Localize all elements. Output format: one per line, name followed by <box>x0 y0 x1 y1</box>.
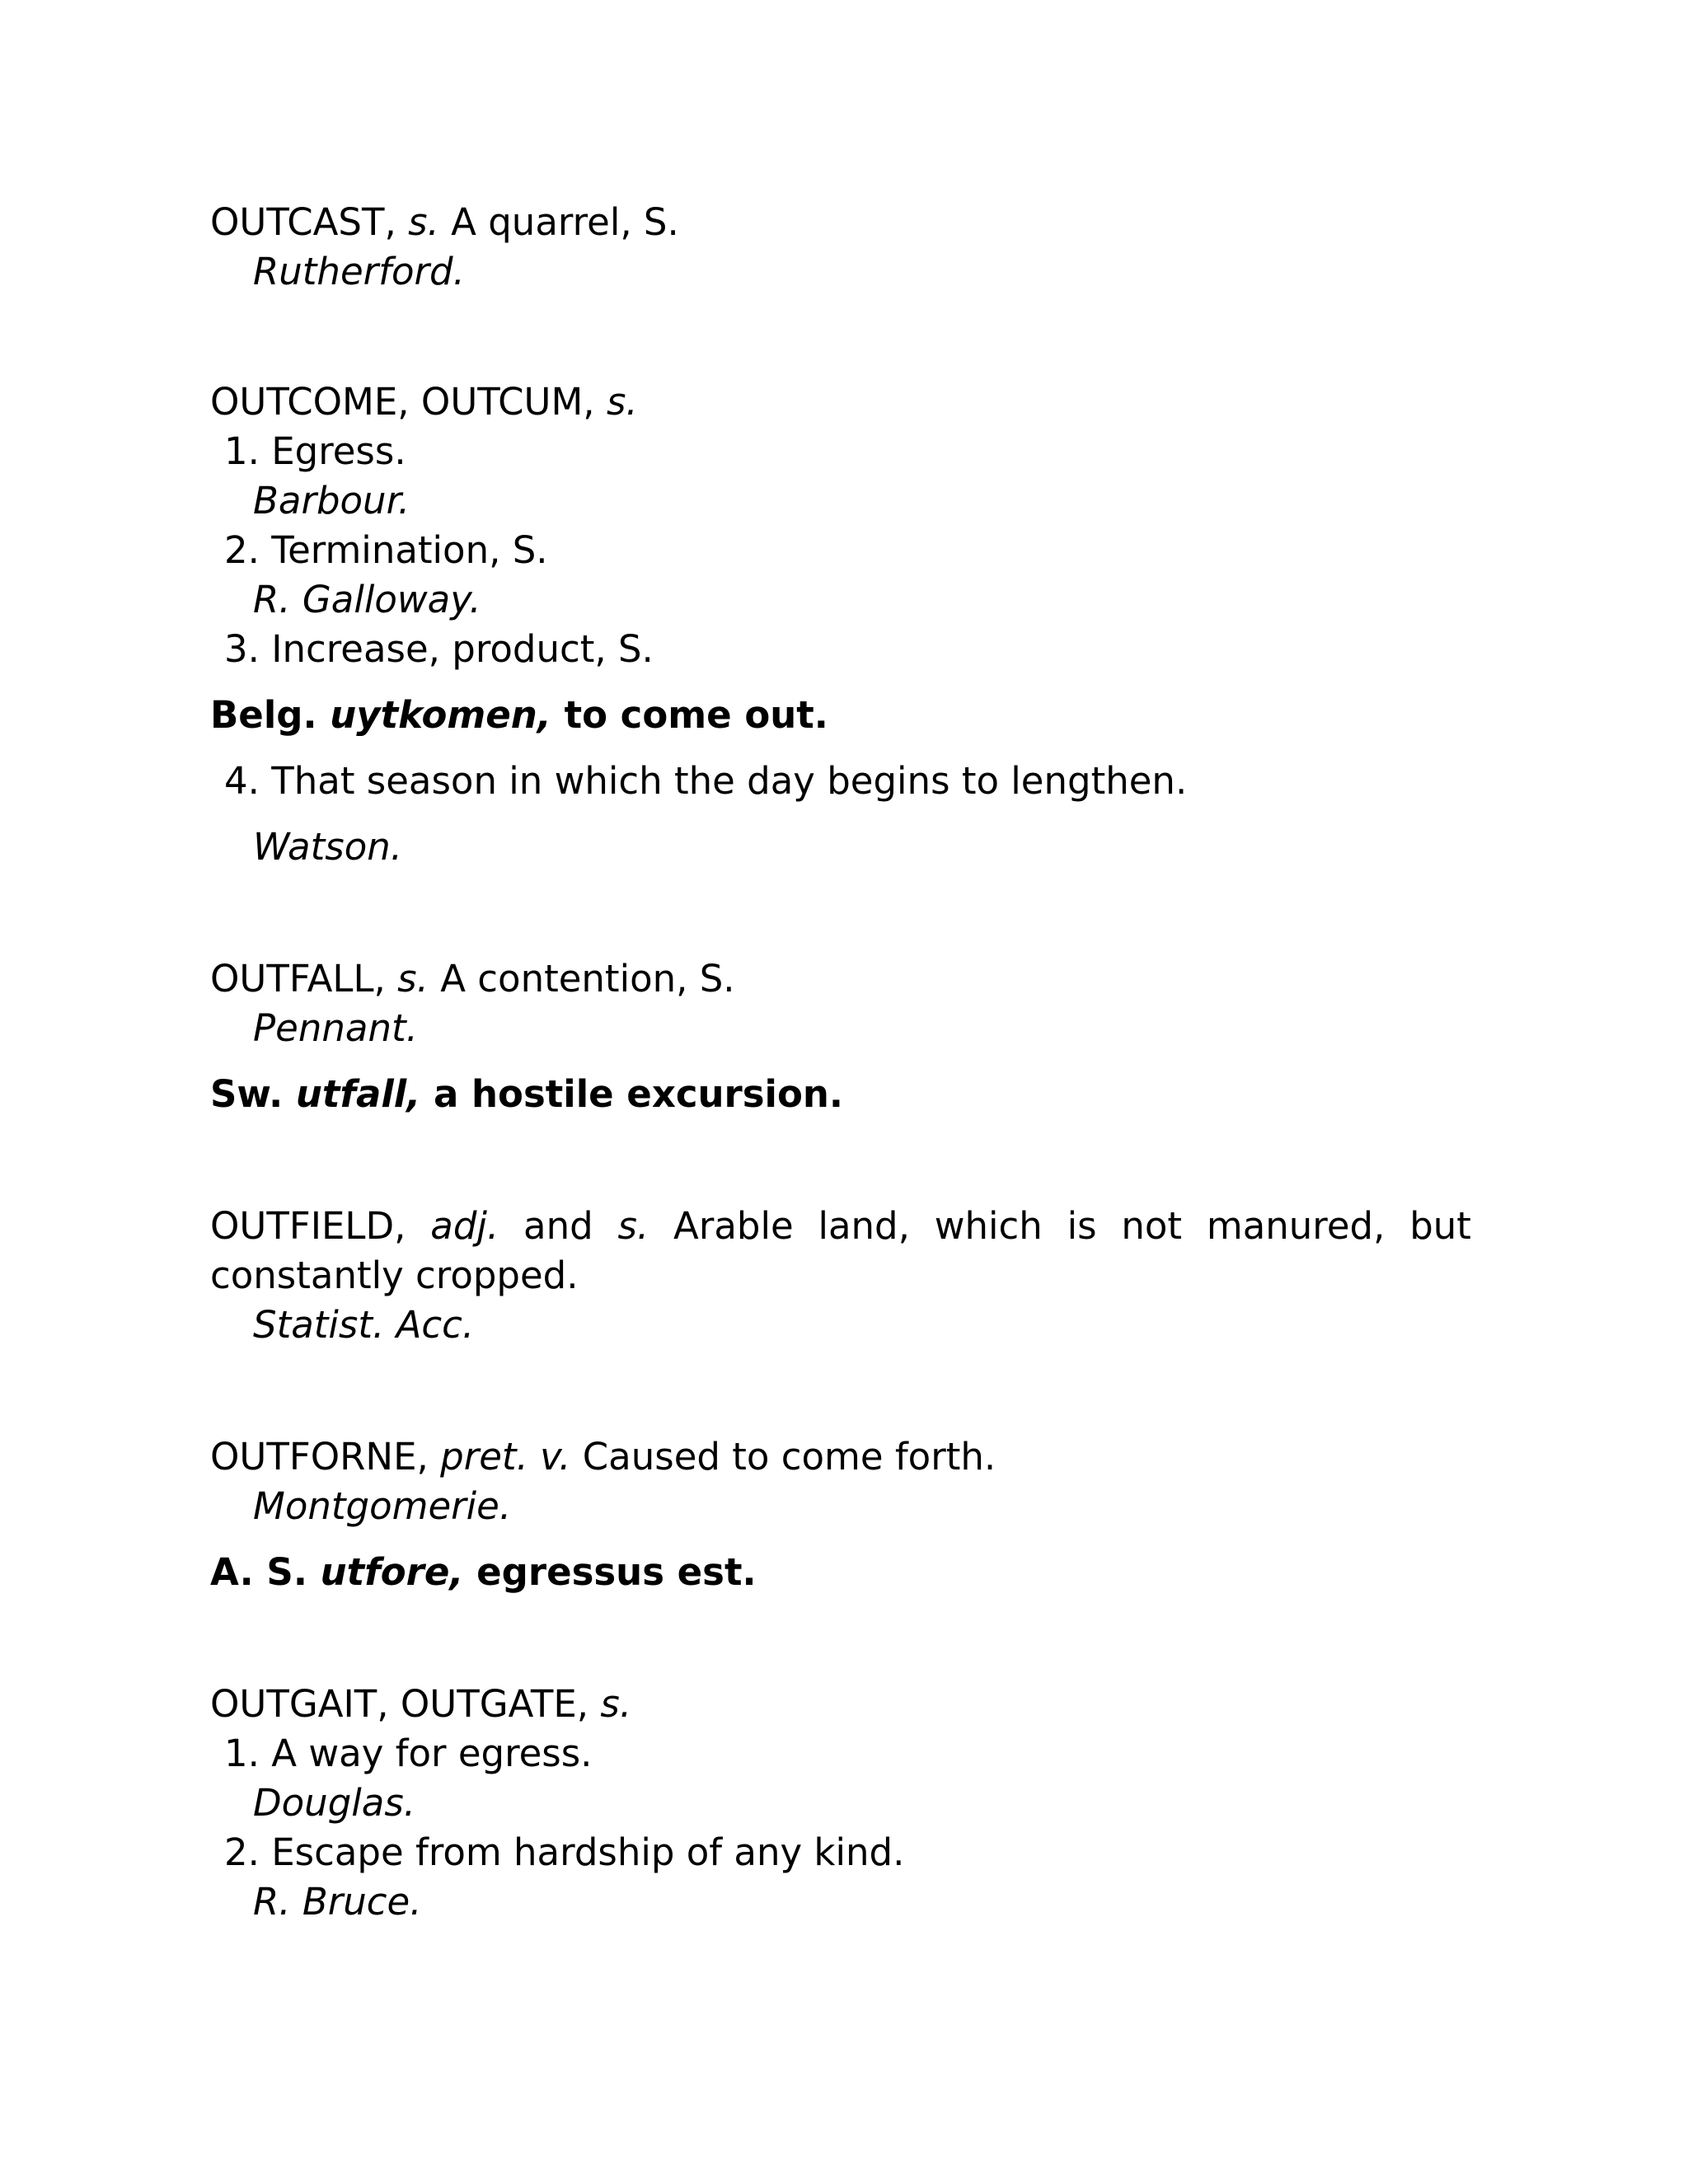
definition-word: not <box>1121 1204 1183 1248</box>
part-of-speech: pret. v. <box>440 1435 571 1479</box>
etymology <box>210 1548 757 1597</box>
sense-1: 1. Egress. <box>224 429 406 473</box>
definition-word: land, <box>818 1204 910 1248</box>
headword: OUTFALL, <box>210 957 386 1001</box>
entry-outgait-line <box>210 1680 631 1729</box>
etymology <box>210 691 828 740</box>
etymology-word: utfall, <box>295 1072 421 1116</box>
etymology-language: A. S. <box>210 1550 307 1594</box>
headword: OUTFORNE, <box>210 1435 429 1479</box>
definition-word: manured, <box>1206 1204 1386 1248</box>
headword: OUTFIELD, <box>210 1204 406 1248</box>
citation: R. Galloway. <box>253 578 481 621</box>
definition-word: but <box>1409 1204 1471 1248</box>
etymology-meaning: a hostile excursion. <box>433 1072 844 1116</box>
definition: Caused to come forth. <box>582 1435 996 1479</box>
headword: OUTGAIT, OUTGATE, <box>210 1682 589 1726</box>
etymology-meaning: egressus est. <box>476 1550 757 1594</box>
definition-continuation: constantly cropped. <box>210 1254 579 1297</box>
citation: Watson. <box>253 825 403 869</box>
citation: Rutherford. <box>253 250 465 293</box>
entry-outfield-line <box>210 1202 1471 1251</box>
etymology-meaning: to come out. <box>564 693 828 737</box>
citation: Pennant. <box>253 1006 418 1050</box>
etymology-language: Sw. <box>210 1072 284 1116</box>
part-of-speech: s. <box>600 1682 632 1726</box>
citation: Barbour. <box>253 479 410 523</box>
part-of-speech: adj. <box>430 1204 499 1248</box>
sense-1: 1. A way for egress. <box>224 1732 593 1775</box>
conjunction: and <box>523 1204 593 1248</box>
citation: Montgomerie. <box>253 1484 512 1528</box>
citation: Douglas. <box>253 1781 416 1825</box>
etymology-word: utfore, <box>320 1550 464 1594</box>
citation: Statist. Acc. <box>253 1303 475 1347</box>
headword: OUTCAST, <box>210 200 396 244</box>
headword: OUTCOME, OUTCUM, <box>210 380 595 424</box>
definition-word: Arable <box>673 1204 794 1248</box>
sense-2: 2. Termination, S. <box>224 528 548 572</box>
sense-2: 2. Escape from hardship of any kind. <box>224 1830 905 1874</box>
part-of-speech: s. <box>397 957 429 1001</box>
etymology <box>210 1070 843 1119</box>
entry-outcast-line <box>210 198 679 247</box>
entry-outfall-line <box>210 954 735 1004</box>
definition-word: is <box>1067 1204 1097 1248</box>
citation: R. Bruce. <box>253 1880 422 1924</box>
entry-outcome-line <box>210 377 638 427</box>
etymology-language: Belg. <box>210 693 317 737</box>
sense-3: 3. Increase, product, S. <box>224 627 654 671</box>
dictionary-page <box>210 0 1471 2184</box>
definition: A quarrel, S. <box>451 200 679 244</box>
definition-word: which <box>934 1204 1043 1248</box>
definition: A contention, S. <box>440 957 735 1001</box>
part-of-speech: s. <box>617 1204 649 1248</box>
sense-4: 4. That season in which the day begins to lengthen. <box>224 759 1188 803</box>
part-of-speech: s. <box>606 380 638 424</box>
entry-outforne-line <box>210 1432 996 1482</box>
part-of-speech: s. <box>408 200 439 244</box>
etymology-word: uytkomen, <box>330 693 551 737</box>
